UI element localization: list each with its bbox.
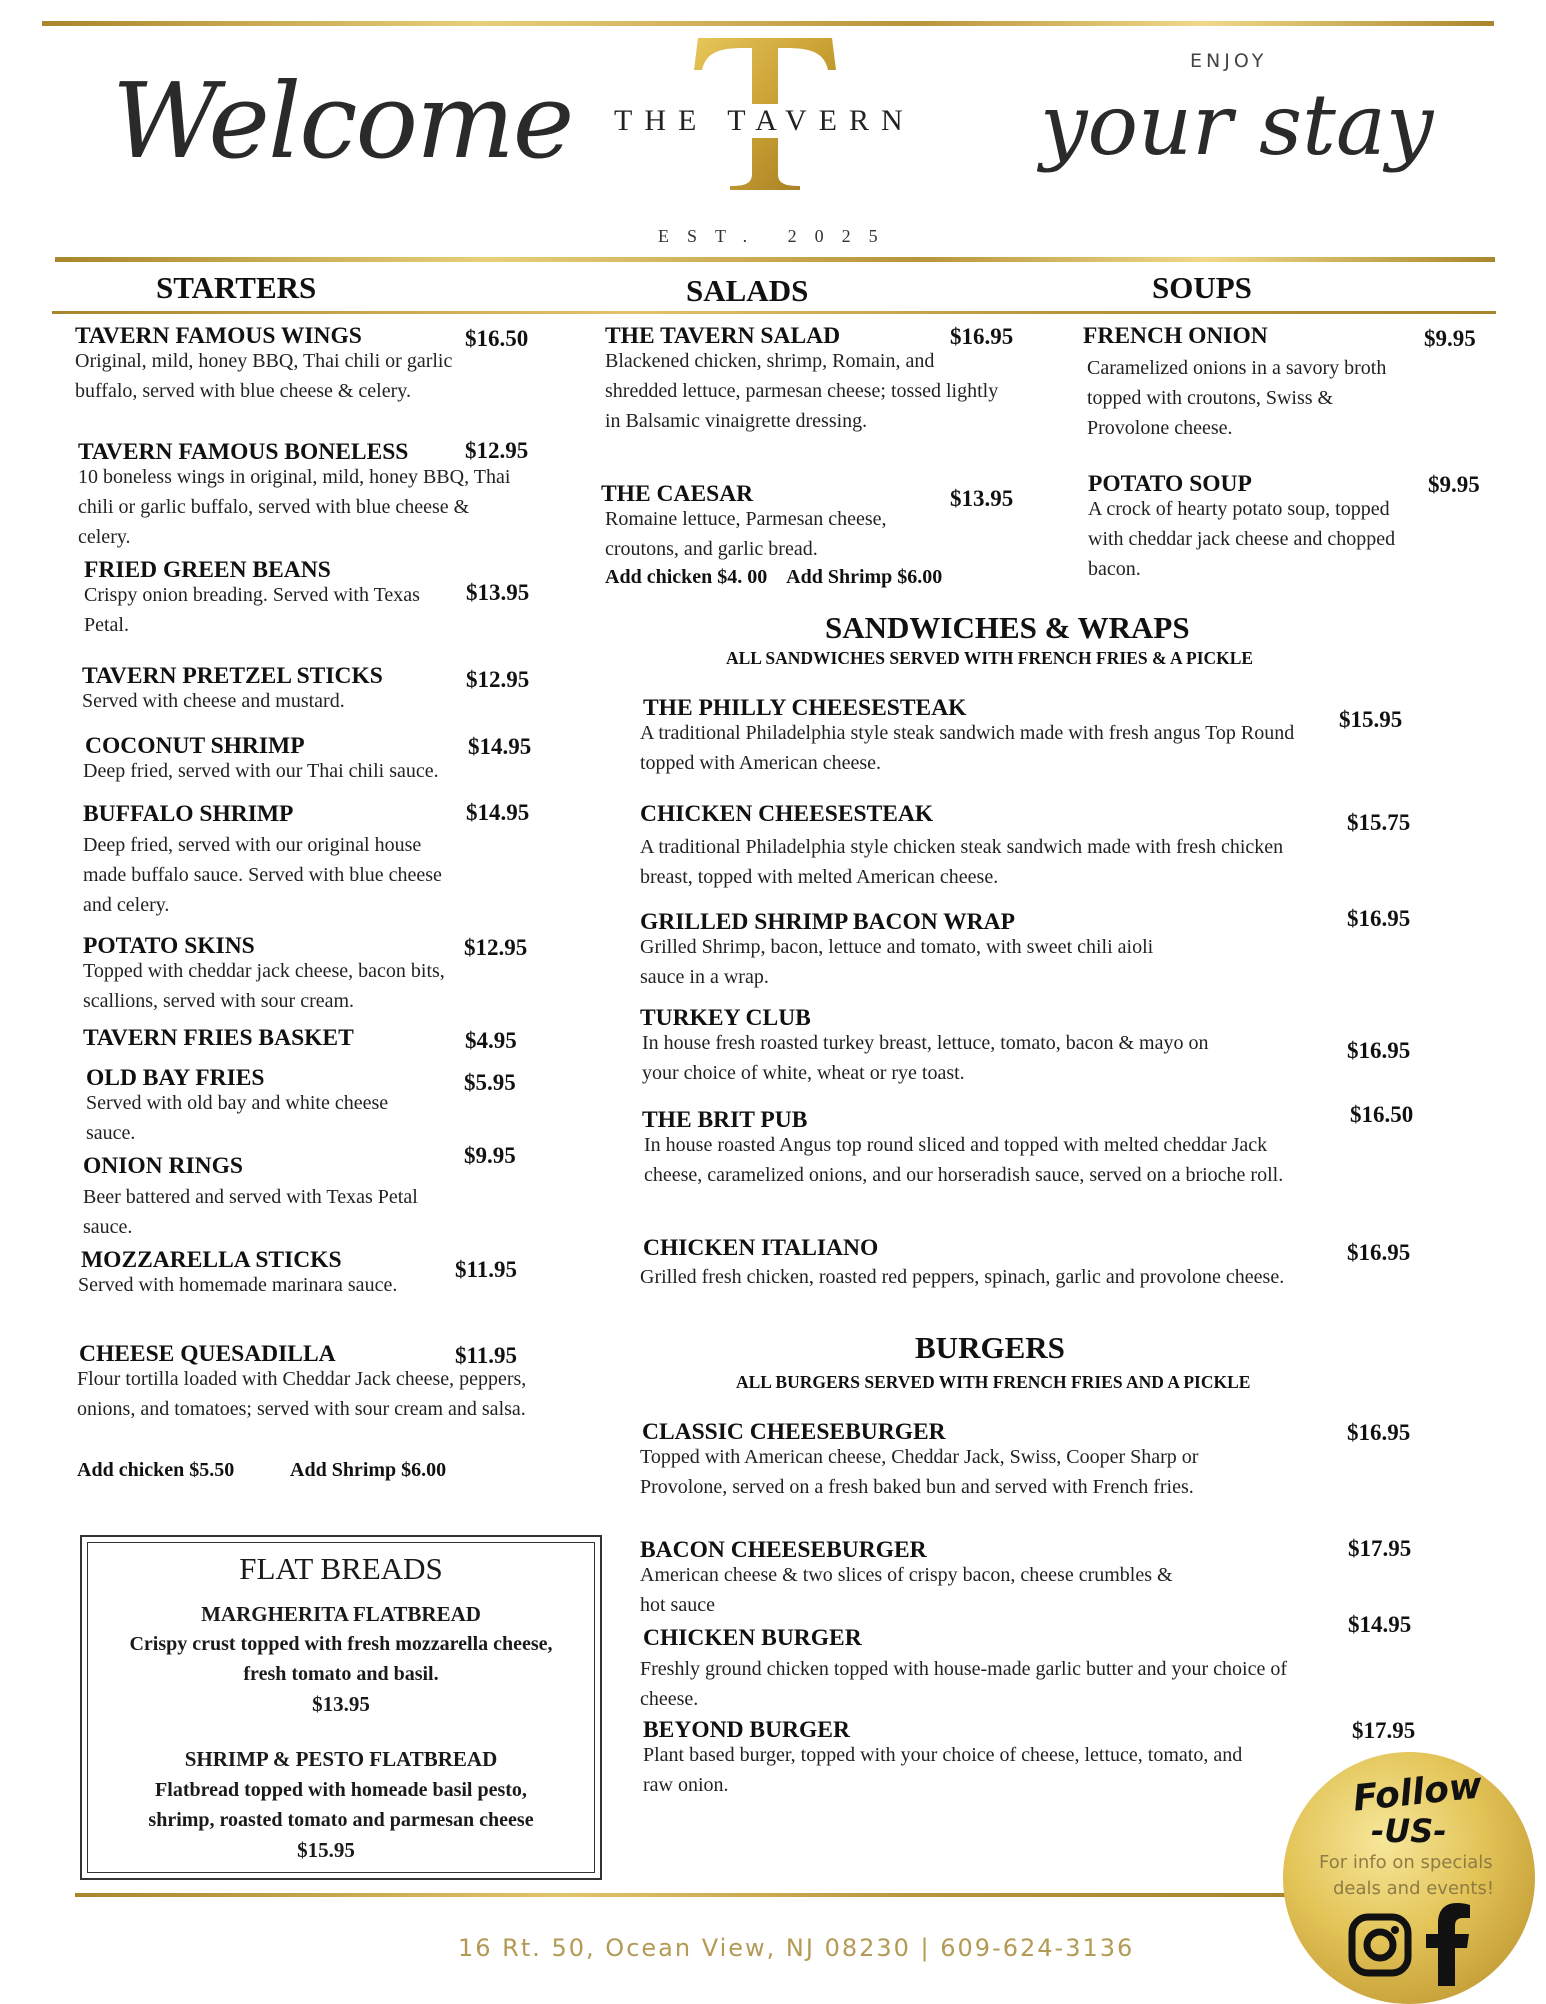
starter-item: [83, 1024, 483, 1052]
starter-item: [83, 1152, 463, 1242]
item-name: THE PHILLY CHEESESTEAK: [643, 695, 967, 721]
item-desc: A traditional Philadelphia style chicken steak sandwich made with fresh chicken breast, topped with melted American cheese.: [640, 836, 1284, 888]
flatbreads-heading: FLAT BREADS: [239, 1551, 443, 1586]
salad-item: [605, 322, 1005, 436]
item-desc: Romaine lettuce, Parmesan cheese, croutons, and garlic bread.: [605, 508, 887, 560]
header-rule: [55, 257, 1495, 262]
starter-item: [86, 1064, 426, 1148]
flatbread-name: MARGHERITA FLATBREAD: [201, 1602, 481, 1626]
quesadilla-addon-shrimp: Add Shrimp $6.00: [290, 1459, 447, 1481]
item-desc: Deep fried, served with our Thai chili sauce.: [83, 760, 439, 782]
us-text: -US-: [1371, 1812, 1447, 1850]
starters-heading: STARTERS: [156, 270, 317, 305]
item-desc: Beer battered and served with Texas Petal sauce.: [83, 1186, 418, 1238]
salads-heading: SALADS: [686, 273, 809, 308]
soups-heading: SOUPS: [1152, 270, 1252, 305]
top-rule: [42, 21, 1494, 26]
item-name: COCONUT SHRIMP: [85, 733, 305, 759]
burgers-note: ALL BURGERS SERVED WITH FRENCH FRIES AND A PICKLE: [736, 1372, 1251, 1392]
welcome-script: Welcome: [112, 60, 573, 182]
item-desc: Original, mild, honey BBQ, Thai chili or garlic buffalo, served with blue cheese & celery.: [75, 350, 453, 402]
item-name: CHICKEN BURGER: [643, 1625, 862, 1651]
burger-item: [640, 1624, 1303, 1714]
item-desc: Deep fried, served with our original house made buffalo sauce. Served with blue cheese and celery.: [83, 834, 442, 916]
item-price: $17.95: [1348, 1536, 1412, 1561]
item-name: BUFFALO SHRIMP: [83, 801, 294, 827]
item-price: $16.95: [1347, 1038, 1411, 1063]
item-name: MOZZARELLA STICKS: [81, 1247, 342, 1273]
salad-addon: Add chicken $4. 00 Add Shrimp $6.00: [605, 566, 943, 588]
item-desc: 10 boneless wings in original, mild, honey BBQ, Thai chili or garlic buffalo, served with blue cheese & celery.: [78, 466, 511, 548]
item-price: $9.95: [1428, 472, 1480, 497]
item-price: $11.95: [455, 1257, 517, 1282]
burgers-heading: BURGERS: [915, 1330, 1065, 1365]
starter-item: [78, 1246, 458, 1300]
item-name: TAVERN PRETZEL STICKS: [82, 663, 383, 689]
item-price: $14.95: [1348, 1612, 1412, 1637]
item-name: THE BRIT PUB: [642, 1107, 808, 1133]
sandwiches-heading: SANDWICHES & WRAPS: [825, 610, 1190, 645]
item-desc: Served with cheese and mustard.: [82, 690, 345, 712]
item-name: FRIED GREEN BEANS: [84, 557, 331, 583]
item-desc: Blackened chicken, shrimp, Romain, and shredded lettuce, parmesan cheese; tossed lightly in Balsamic vinaigrette dressing.: [605, 350, 999, 432]
item-name: TURKEY CLUB: [640, 1005, 811, 1031]
item-price: $16.95: [1347, 906, 1411, 931]
item-name: BEYOND BURGER: [643, 1717, 850, 1743]
item-desc: Topped with cheddar jack cheese, bacon bits, scallions, served with sour cream.: [83, 960, 445, 1012]
item-desc: Topped with American cheese, Cheddar Jack, Swiss, Cooper Sharp or Provolone, served on a fresh baked bun and served with French fries.: [640, 1446, 1199, 1498]
enjoy-text: ENJOY: [1190, 50, 1268, 72]
starter-item: [82, 662, 522, 716]
starter-item: [78, 438, 518, 552]
item-name: THE TAVERN SALAD: [605, 323, 841, 349]
footer-address: 16 Rt. 50, Ocean View, NJ 08230 | 609-624-3136: [458, 1934, 1135, 1962]
item-price: $9.95: [464, 1143, 516, 1168]
starter-item: [83, 932, 503, 1016]
your-stay-script: your stay: [1040, 76, 1434, 174]
item-price: $12.95: [466, 667, 530, 692]
item-desc: Crispy onion breading. Served with Texas Petal.: [84, 584, 420, 636]
flatbread-price: $15.95: [297, 1838, 355, 1862]
item-name: TAVERN FAMOUS WINGS: [75, 323, 362, 349]
item-name: CHEESE QUESADILLA: [79, 1341, 336, 1367]
sandwich-item: [640, 908, 1200, 992]
item-price: $16.95: [1347, 1420, 1411, 1445]
soup-item: [1083, 322, 1423, 443]
soup-item: [1088, 470, 1418, 584]
burger-item: [642, 1418, 1242, 1502]
item-price: $16.95: [1347, 1240, 1411, 1265]
badge-info-line1: For info on specials: [1319, 1852, 1493, 1873]
item-desc: Grilled fresh chicken, roasted red peppers, spinach, garlic and provolone cheese.: [640, 1266, 1285, 1288]
item-name: POTATO SOUP: [1088, 471, 1252, 497]
starter-item: [75, 322, 515, 406]
sandwiches-note: ALL SANDWICHES SERVED WITH FRENCH FRIES & A PICKLE: [726, 648, 1254, 668]
follow-text: Follow: [1351, 1765, 1484, 1820]
logo-name: THE TAVERN: [610, 104, 919, 138]
item-desc: Flour tortilla loaded with Cheddar Jack cheese, peppers, onions, and tomatoes; served with sour cream and salsa.: [77, 1368, 527, 1420]
item-price: $14.95: [468, 734, 532, 759]
item-price: $13.95: [950, 486, 1014, 511]
item-price: $5.95: [464, 1070, 516, 1095]
flatbread-desc: Flatbread topped with homeade basil pesto,: [155, 1779, 527, 1801]
item-name: CHICKEN CHEESESTEAK: [640, 801, 934, 827]
item-desc: American cheese & two slices of crispy bacon, cheese crumbles & hot sauce: [640, 1564, 1173, 1616]
item-desc: In house roasted Angus top round sliced and topped with melted cheddar Jack cheese, caramelized onions, and our horseradish sauce, served on a brioche roll.: [644, 1134, 1284, 1186]
flatbread-desc: shrimp, roasted tomato and parmesan cheese: [148, 1809, 534, 1831]
item-price: $15.75: [1347, 810, 1411, 835]
burger-item: [643, 1716, 1283, 1800]
sandwich-item: [640, 694, 1323, 778]
item-desc: Served with homemade marinara sauce.: [78, 1274, 398, 1296]
item-desc: In house fresh roasted turkey breast, lettuce, tomato, bacon & mayo on your choice of white, wheat or rye toast.: [642, 1032, 1209, 1084]
item-desc: Served with old bay and white cheese sauce.: [86, 1092, 389, 1144]
item-desc: A crock of hearty potato soup, topped with cheddar jack cheese and chopped bacon.: [1088, 498, 1396, 580]
instagram-icon[interactable]: [1347, 1912, 1413, 1978]
facebook-icon[interactable]: [1423, 1902, 1473, 1986]
burger-item: [640, 1536, 1200, 1620]
item-price: $16.95: [950, 324, 1014, 349]
item-name: OLD BAY FRIES: [86, 1065, 265, 1091]
item-price: $9.95: [1424, 326, 1476, 351]
flatbread-price: $13.95: [312, 1692, 370, 1716]
item-name: ONION RINGS: [83, 1153, 243, 1179]
item-name: THE CAESAR: [601, 481, 754, 507]
item-price: $14.95: [466, 800, 530, 825]
item-desc: Grilled Shrimp, bacon, lettuce and tomato, with sweet chili aioli sauce in a wrap.: [640, 936, 1154, 988]
item-name: CLASSIC CHEESEBURGER: [642, 1419, 946, 1445]
badge-info-line2: deals and events!: [1333, 1878, 1495, 1899]
item-price: $12.95: [465, 438, 529, 463]
item-price: $4.95: [465, 1028, 517, 1053]
starter-item: [84, 556, 444, 640]
sandwich-item: [642, 1106, 1332, 1190]
follow-us-badge[interactable]: [1283, 1752, 1535, 2004]
footer-rule: [75, 1893, 1290, 1897]
item-name: POTATO SKINS: [83, 933, 255, 959]
flatbread-desc: Crispy crust topped with fresh mozzarella cheese,: [129, 1633, 553, 1655]
item-price: $16.50: [465, 326, 529, 351]
flatbreads-box: [80, 1535, 602, 1880]
sandwich-item: [640, 1004, 1260, 1088]
starter-item: [83, 800, 483, 920]
salad-item: [601, 480, 961, 564]
item-name: CHICKEN ITALIANO: [643, 1235, 879, 1261]
flatbread-desc: fresh tomato and basil.: [243, 1663, 439, 1685]
item-price: $15.95: [1339, 707, 1403, 732]
item-name: FRENCH ONION: [1083, 323, 1268, 349]
item-desc: Caramelized onions in a savory broth topped with croutons, Swiss & Provolone cheese.: [1087, 357, 1387, 439]
item-price: $12.95: [464, 935, 528, 960]
item-desc: Plant based burger, topped with your choice of cheese, lettuce, tomato, and raw onion.: [643, 1744, 1243, 1796]
sandwich-item: [640, 800, 1340, 892]
item-desc: Freshly ground chicken topped with house-made garlic butter and your choice of cheese.: [640, 1658, 1288, 1710]
flatbread-name: SHRIMP & PESTO FLATBREAD: [184, 1747, 498, 1771]
established-text: EST. 2025: [658, 226, 896, 246]
quesadilla-addon-chicken: Add chicken $5.50: [77, 1459, 235, 1481]
item-name: TAVERN FAMOUS BONELESS: [78, 439, 409, 465]
item-price: $13.95: [466, 580, 530, 605]
item-name: TAVERN FRIES BASKET: [83, 1025, 354, 1051]
section-rule: [52, 311, 1496, 314]
item-price: $17.95: [1352, 1718, 1416, 1743]
item-desc: A traditional Philadelphia style steak sandwich made with fresh angus Top Round topped with American cheese.: [640, 722, 1295, 774]
item-price: $16.50: [1350, 1102, 1414, 1127]
item-name: BACON CHEESEBURGER: [640, 1537, 927, 1563]
item-name: GRILLED SHRIMP BACON WRAP: [640, 909, 1015, 935]
sandwich-item: [640, 1234, 1363, 1292]
item-price: $11.95: [455, 1343, 517, 1368]
